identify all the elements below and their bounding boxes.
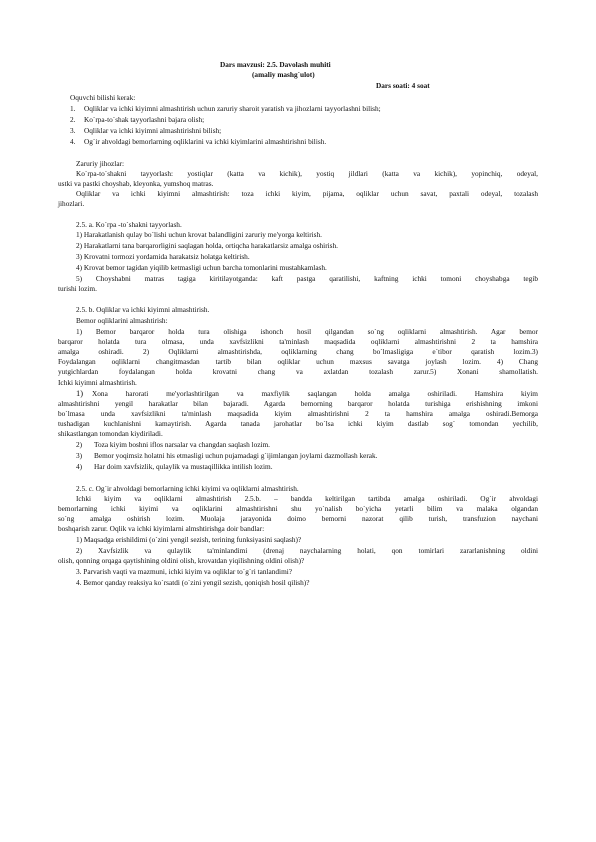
section-c-paragraph-line: bemorlarning ichki kiyimi va oqliklarini almashtirishni shu yo`nalish bo`yicha yetarli bilim va malaka olgandan [58,504,538,513]
lesson-subtitle: (amaliy mashg`ulot) [252,70,315,79]
numbered-item-line: almashtirishni yengil harakatlar bilan bajaradi. Agarda bemorning barqaror holatda turishiga erishishning imkoni [58,399,538,408]
section-c-question: 4. Bemor qanday reaksiya ko`rsatdi (o`zini yengil sezish, qoniqish hosil qilish)? [76,578,310,587]
list-item-number: 2. [70,115,76,124]
section-b-subheading: Bemor oqliklarini almashtirish: [76,316,168,325]
section-b-paragraph-line: barqaror holatda tura olmasa, unda xavfsizlikni ta'minlash maqsadida oqliklarni almashtirishni 2 ta hamshira [58,337,538,346]
list-item-number: 4. [70,137,76,146]
list-item-number: 1. [70,104,76,113]
section-c-paragraph-line: so`ng amalga oshirish lozim. Muolaja jarayonida doimo bemorni nazorat qilib turish, transfuzion naychani [58,514,538,523]
section-a-step: 5) Choyshabni matras tagiga kiritilayotganda: kaft pastga qaratilishi, kaftning ichki tomoni choyshabga tegib [76,274,538,283]
numbered-item-number: 1) [76,388,84,398]
numbered-item-number: 3) [76,451,83,460]
numbered-item-number: 4) [76,462,83,471]
equipment-paragraph-line: Ko`rpa-to`shakni tayyorlash: yostiqlar (katta va kichik), yostiq jildlari (katta va kichik), yopinchiq, odeyal, [76,169,538,178]
section-a-step: 4) Krovat bemor tagidan yiqilib ketmasligi uchun barcha tomonlarini mustahkamlash. [76,263,327,272]
numbered-item-line: shikastlangan tomondan kiydiriladi. [58,429,163,438]
section-b-paragraph-line: Foydalangan oqliklarni changitmasdan tartib bilan oqliklar uchun maxsus savatga joylash lozim. 4) Chang [58,357,538,366]
section-b-heading: 2.5. b. Oqliklar va ichki kiyimni almashtirish. [76,305,210,314]
list-item: Oqliklar va ichki kiyimni almashtirishni bilish; [84,126,222,135]
section-b-paragraph-line: 1) Bemor barqaror holda tura olishiga ishonch hosil qilgandan so`ng oqliklarni almashtirish. Agar bemor [76,327,538,336]
section-a-heading: 2.5. a. Ko`rpa -to`shakni tayyorlash. [76,220,182,229]
list-item: Ko`rpa-to`shak tayyorlashni bajara olish; [84,115,205,124]
numbered-item-line: Xona harorati me'yorlashtirilgan va maxfiylik saqlangan holda amalga oshiriladi. Hamshira kiyim [92,389,538,398]
section-b-paragraph-line: amalga oshiradi. 2) Oqliklarni almashtirishda, oqliklarning chang bo`lmasligiga e`tibor qaratish lozim.3) [58,347,538,356]
section-c-paragraph-line: Ichki kiyim va oqliklarni almashtirish 2.5.b. – bandda keltirilgan tartibda amalga oshiriladi. Og`ir ahvoldagi [76,494,538,503]
equipment-heading: Zaruriy jihozlar: [76,159,125,168]
section-c-heading: 2.5. c. Og`ir ahvoldagi bemorlarning ichki kiyimi va oqliklarni almashtirish. [76,484,299,493]
numbered-item: Toza kiyim boshni iflos narsalar va changdan saqlash lozim. [94,440,270,449]
underwear-heading: Ichki kiyimni almashtirish. [58,378,137,387]
numbered-item-line: bo`lmasa unda xavfsizlikni ta'minlash maqsadida kiyim almashtirishni 2 ta hamshira amalga oshiradi.Bemorga [58,409,538,418]
list-item: Og`ir ahvoldagi bemorlarning oqliklarini va ichki kiyimlarini almashtirishni bilish. [84,137,327,146]
section-c-question: 1) Maqsadga erishildimi (o`zini yengil sezish, terining funksiyasini saqlash)? [76,535,302,544]
lesson-title: Dars mavzusi: 2.5. Davolash muhiti [220,60,331,69]
section-c-question: 3. Parvarish vaqti va mazmuni, ichki kiyim va oqliklar to`g`ri tanlandimi? [76,567,293,576]
section-a-step: 1) Harakatlanish qulay bo`lishi uchun krovat balandligini zaruriy me'yorga keltirish. [76,230,322,239]
equipment-paragraph-line: ustki va pastki choyshab, kleyonka, yumshoq matras. [58,179,214,188]
lesson-hours: Dars soati: 4 soat [376,81,430,90]
equipment-paragraph-line: jihozlari. [58,199,85,208]
list-item: Oqliklar va ichki kiyimni almashtirish uchun zaruriy sharoit yaratish va jihozlarni tayyorlashni bilish; [84,104,381,113]
section-b-paragraph-line: yutgichlardan foydalangan holda krovatni chang va axlatdan tozalash zarur.5) Xonani shamollatish. [58,367,538,376]
equipment-paragraph-line: Oqliklar va ichki kiyimni almashtirish: toza ichki kiyim, pijama, oqliklar uchun savat, paxtali odeyal, tozalash [76,189,538,198]
numbered-item-number: 2) [76,440,83,449]
numbered-item: Har doim xavfsizlik, qulaylik va mustaqillikka intilish lozim. [94,462,273,471]
section-a-step: 3) Krovatni tormozi yordamida harakatsiz holatga keltirish. [76,252,250,261]
list-item-number: 3. [70,126,76,135]
numbered-item-line: tushadigan kuchlanishni kamaytirish. Agarda tanada jarohatlar bo`lsa ichki kiyim dastlab sog` tomondan yechilib, [58,419,538,428]
section-c-paragraph-line: boshqarish zarur. Oqlik va ichki kiyimlarni almshtirishga doir bandlar: [58,524,265,533]
section-a-step: 2) Harakatlarni tana barqarorligini saqlagan holda, ortiqcha harakatlarsiz amalga oshirish. [76,241,338,250]
numbered-item: Bemor yoqimsiz holatni his etmasligi uchun pujamadagi g`ijimlangan joylarni dazmollash kerak. [94,451,378,460]
knowledge-heading: Oquvchi bilishi kerak: [70,93,136,102]
section-a-step-continuation: turishi lozim. [58,284,97,293]
section-c-question-continuation: olish, qonning orqaga qaytishining oldini olish, krovatdan yiqilishning oldini olish)? [58,556,305,565]
section-c-question: 2) Xavfsizlik va qulaylik ta'minlandimi (drenaj naychalarning holati, qon tomirlari zararlanishning oldini [76,546,538,555]
